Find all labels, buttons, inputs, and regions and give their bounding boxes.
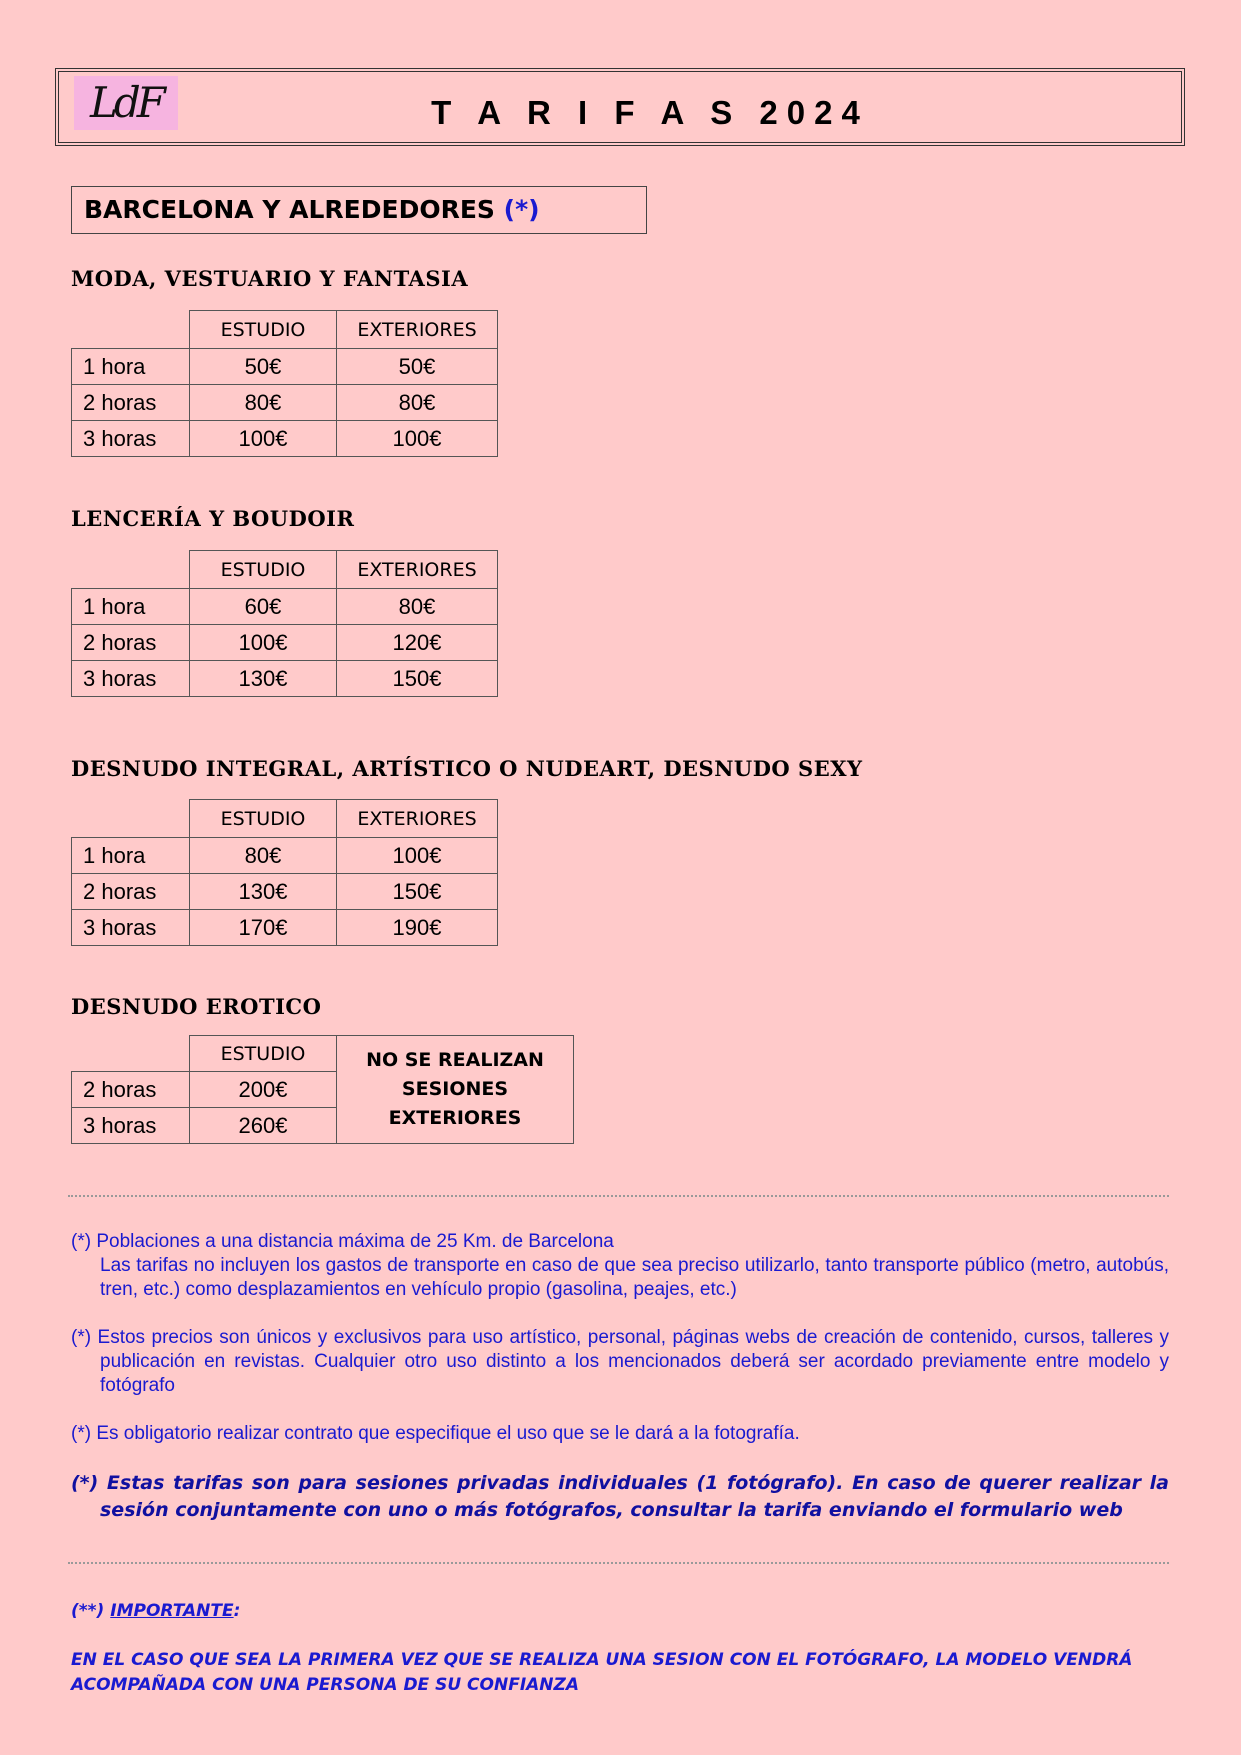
table-row	[72, 910, 498, 946]
rates-table-moda	[71, 310, 498, 457]
divider	[68, 1195, 1169, 1197]
column-header: ESTUDIO	[190, 311, 337, 349]
table-row	[72, 661, 498, 697]
price-cell: 80€	[337, 589, 498, 625]
price-cell: 260€	[190, 1108, 337, 1144]
price-cell: 80€	[337, 385, 498, 421]
region-heading	[71, 186, 647, 234]
logo: LdF	[74, 76, 178, 130]
column-header: ESTUDIO	[190, 551, 337, 589]
price-cell: 100€	[337, 838, 498, 874]
note-text: Las tarifas no incluyen los gastos de transporte en caso de que sea preciso utilizarlo, tanto transporte público (metro, autobús, tren, etc.) como desplazamientos en vehículo propio (gasolina, peajes, etc.)	[100, 1255, 1169, 1300]
table-row	[72, 838, 498, 874]
table-row	[72, 589, 498, 625]
rates-table-desnudo-integral	[71, 799, 498, 946]
note-usage: (*) Estos precios son únicos y exclusivos para uso artístico, personal, páginas webs de creación de contenido, cursos, talleres y publicación en revistas. Cualquier otro uso distinto a los mencionados deberá ser acordado previamente entre modelo y fotógrafo	[71, 1327, 1169, 1396]
header-box	[55, 68, 1185, 146]
row-label: 2 horas	[72, 385, 190, 421]
table-corner	[72, 551, 190, 589]
table-row	[72, 625, 498, 661]
note-line: NO SE REALIZAN	[366, 1049, 544, 1071]
column-header: EXTERIORES	[337, 311, 498, 349]
region-label: BARCELONA Y ALREDEDORES	[84, 195, 504, 224]
row-label: 2 horas	[72, 874, 190, 910]
important-block	[71, 1599, 1169, 1698]
important-prefix: (**)	[71, 1601, 111, 1621]
price-cell: 80€	[190, 838, 337, 874]
section-title-lenceria: LENCERÍA Y BOUDOIR	[71, 506, 355, 531]
price-cell: 200€	[190, 1072, 337, 1108]
table-row	[72, 874, 498, 910]
price-cell: 190€	[337, 910, 498, 946]
table-corner	[72, 1036, 190, 1072]
rates-table-desnudo-erotico	[71, 1035, 574, 1144]
table-corner	[72, 800, 190, 838]
price-cell: 60€	[190, 589, 337, 625]
price-cell: 130€	[190, 874, 337, 910]
table-row	[72, 421, 498, 457]
price-cell: 170€	[190, 910, 337, 946]
note-text: (*) Poblaciones a una distancia máxima de 25 Km. de Barcelona	[71, 1231, 614, 1252]
section-title-desnudo-integral: DESNUDO INTEGRAL, ARTÍSTICO O NUDEART, DESNUDO SEXY	[71, 756, 863, 781]
column-header: EXTERIORES	[337, 551, 498, 589]
price-cell: 50€	[190, 349, 337, 385]
row-label: 3 horas	[72, 1108, 190, 1144]
row-label: 3 horas	[72, 910, 190, 946]
price-cell: 130€	[190, 661, 337, 697]
section-title-moda: MODA, VESTUARIO Y FANTASIA	[71, 266, 469, 291]
table-corner	[72, 311, 190, 349]
row-label: 3 horas	[72, 421, 190, 457]
price-cell: 50€	[337, 349, 498, 385]
row-label: 1 hora	[72, 349, 190, 385]
price-cell: 100€	[190, 625, 337, 661]
row-label: 1 hora	[72, 589, 190, 625]
row-label: 3 horas	[72, 661, 190, 697]
price-cell: 150€	[337, 661, 498, 697]
row-label: 1 hora	[72, 838, 190, 874]
note-line: SESIONES	[401, 1078, 509, 1100]
table-row	[72, 385, 498, 421]
rates-table-lenceria	[71, 550, 498, 697]
note-line: EXTERIORES	[388, 1107, 522, 1129]
price-cell: 150€	[337, 874, 498, 910]
important-colon: :	[233, 1601, 241, 1621]
divider	[68, 1562, 1169, 1564]
note-private-sessions: (*) Estas tarifas son para sesiones privadas individuales (1 fotógrafo). En caso de querer realizar la sesión conjuntamente con uno o más fotógrafos, consultar la tarifa enviando el formulario web	[71, 1472, 1169, 1521]
column-header: ESTUDIO	[190, 800, 337, 838]
important-text: EN EL CASO QUE SEA LA PRIMERA VEZ QUE SE REALIZA UNA SESION CON EL FOTÓGRAFO, LA MODELO VENDRÁ ACOMPAÑADA CON UNA PERSONA DE SU CONFIANZA	[71, 1650, 1133, 1695]
price-cell: 80€	[190, 385, 337, 421]
price-cell: 120€	[337, 625, 498, 661]
no-exterior-note	[337, 1036, 574, 1144]
column-header: EXTERIORES	[337, 800, 498, 838]
important-heading	[71, 1599, 1169, 1624]
price-cell: 100€	[190, 421, 337, 457]
note-contract: (*) Es obligatorio realizar contrato que especifique el uso que se le dará a la fotografía.	[71, 1423, 800, 1444]
note-distance	[71, 1230, 1169, 1302]
notes-block	[71, 1230, 1169, 1524]
region-asterisk: (*)	[503, 195, 540, 224]
important-label: IMPORTANTE	[110, 1601, 234, 1621]
section-title-desnudo-erotico: DESNUDO EROTICO	[71, 994, 322, 1019]
column-header: ESTUDIO	[190, 1036, 337, 1072]
table-row	[72, 349, 498, 385]
price-cell: 100€	[337, 421, 498, 457]
row-label: 2 horas	[72, 1072, 190, 1108]
row-label: 2 horas	[72, 625, 190, 661]
page-title: T A R I F A S 2024	[431, 94, 869, 131]
